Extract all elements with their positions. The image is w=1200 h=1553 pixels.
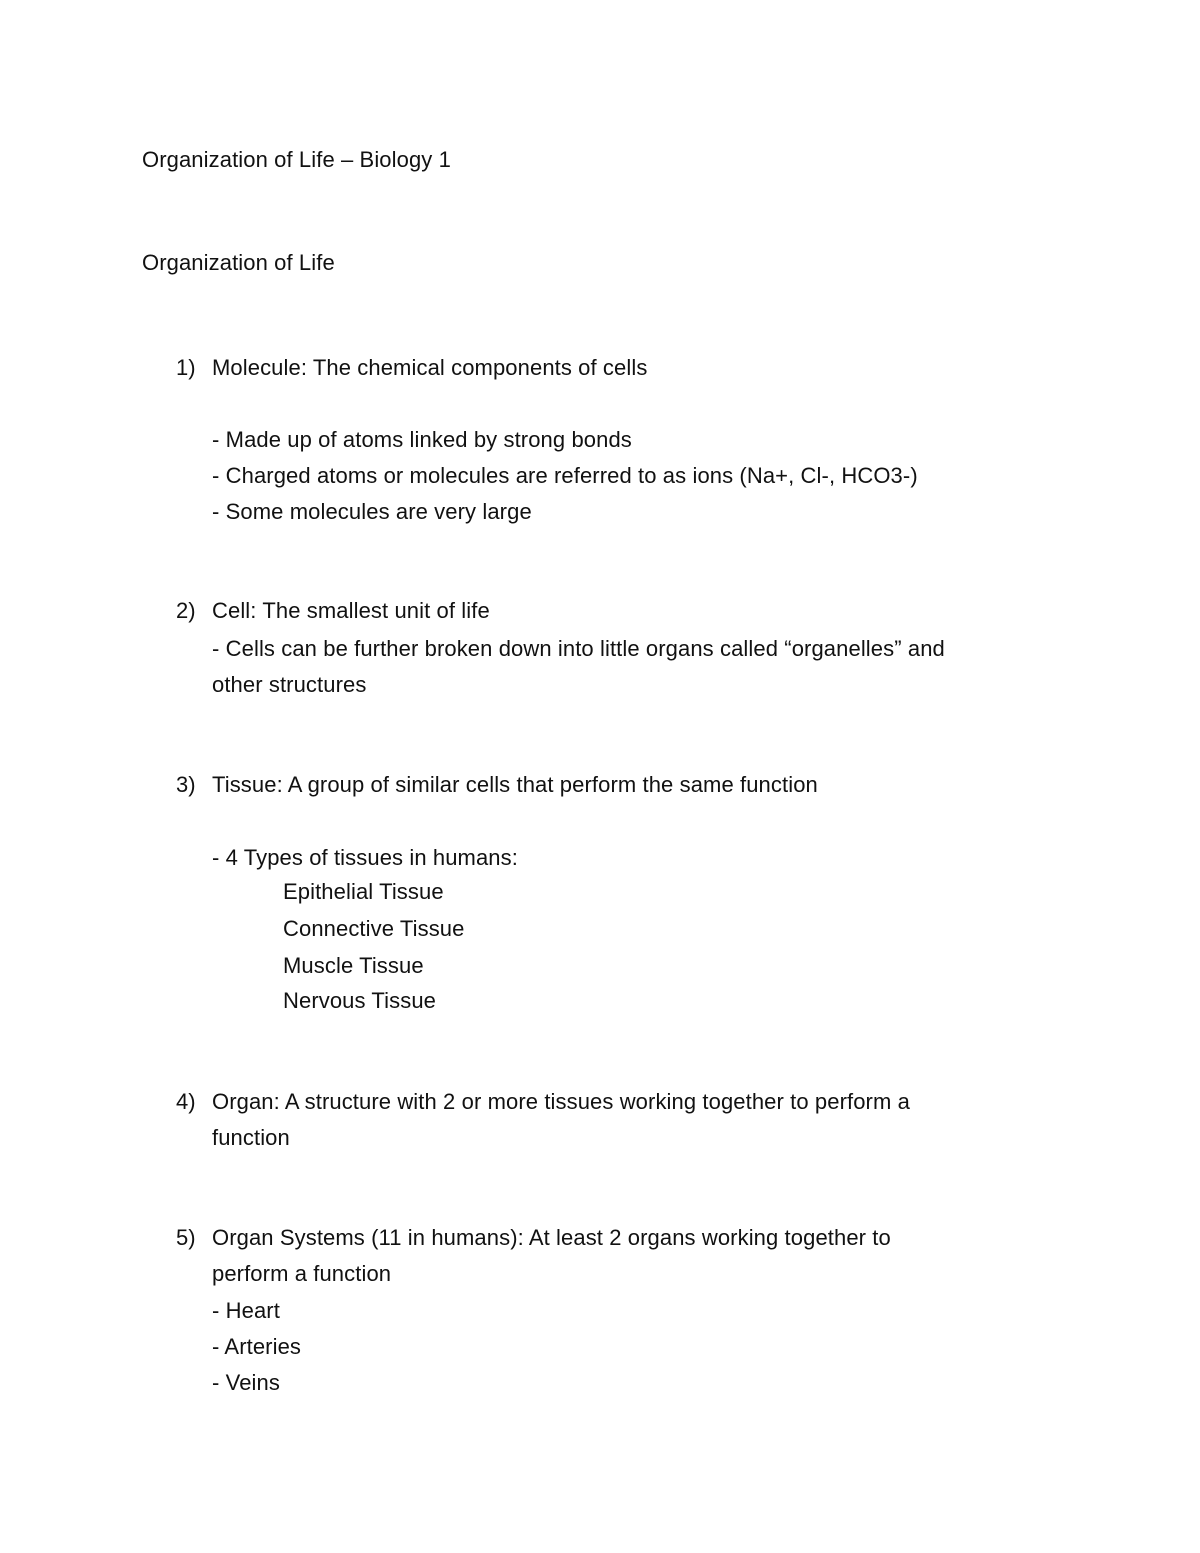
list-item-title-continued: perform a function (212, 1261, 392, 1286)
list-item-point: - 4 Types of tissues in humans: (212, 845, 518, 870)
list-item-point: - Veins (212, 1370, 280, 1395)
tissue-type: Epithelial Tissue (283, 879, 444, 904)
section-heading: Organization of Life (142, 250, 335, 275)
list-item-point: - Some molecules are very large (212, 499, 532, 524)
tissue-type: Connective Tissue (283, 916, 465, 941)
tissue-type: Nervous Tissue (283, 988, 437, 1013)
list-item-point: other structures (212, 672, 367, 697)
list-item-title: Cell: The smallest unit of life (212, 598, 490, 623)
document-title: Organization of Life – Biology 1 (142, 147, 451, 172)
list-item-title: Tissue: A group of similar cells that perform the same function (212, 772, 818, 797)
list-number: 2) (176, 598, 196, 623)
list-number: 3) (176, 772, 196, 797)
list-number: 4) (176, 1089, 196, 1114)
list-item-title: Organ Systems (11 in humans): At least 2 organs working together to (212, 1225, 891, 1250)
list-item-point: - Arteries (212, 1334, 302, 1359)
list-item-point: - Cells can be further broken down into little organs called “organelles” and (212, 636, 945, 661)
list-item-point: - Made up of atoms linked by strong bonds (212, 427, 632, 452)
list-item-point: - Charged atoms or molecules are referred to as ions (Na+, Cl-, HCO3-) (212, 463, 918, 488)
list-number: 1) (176, 355, 196, 380)
tissue-type: Muscle Tissue (283, 953, 424, 978)
list-item-title: Organ: A structure with 2 or more tissues working together to perform a (212, 1089, 910, 1114)
list-number: 5) (176, 1225, 196, 1250)
list-item-title: Molecule: The chemical components of cells (212, 355, 648, 380)
list-item-point: - Heart (212, 1298, 280, 1323)
list-item-title-continued: function (212, 1125, 290, 1150)
